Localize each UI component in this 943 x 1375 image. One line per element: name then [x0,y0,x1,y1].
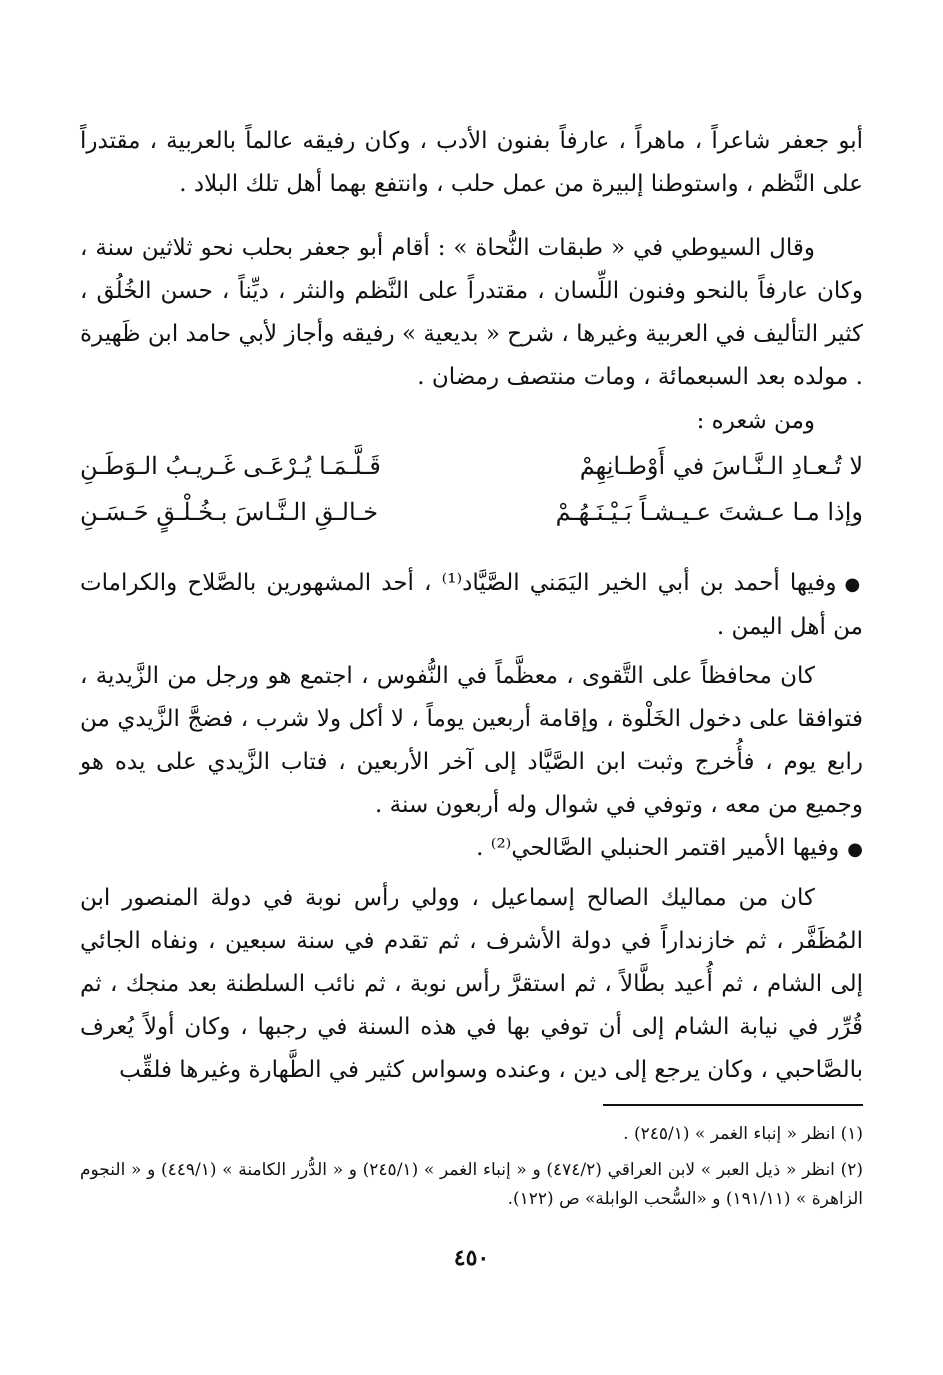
bullet-icon: ● [844,574,863,595]
paragraph-aqtamur-bio: كان من مماليك الصالح إسماعيل ، وولي رأس نوبة في دولة المنصور ابن المُظَفَّر ، ثم خازنداراً في دولة الأشرف ، ثم تقدم في سنة سبعين ، ونفاه الجائي إلى الشام ، ثم أُعيد بطَّالاً ، ثم استقرَّ رأس نوبة ، ثم نائب السلطنة بعد منجك ، ثم قُرِّر في نيابة الشام إلى أن توفي بها في هذه السنة في رجبها ، وكان أولاً يُعرف بالصَّاحبي ، وكان يرجع إلى دين ، وعنده وسواس كثير في الطَّهارة وغيرها فلقِّب [80,885,863,1083]
entry-ahmad-al-sayyad [80,562,863,649]
footnote-1: (١) انظر « إنباء الغمر » (٢٤٥/١) . [623,1124,863,1144]
footnote-divider [603,1104,863,1106]
footnote-2: (٢) انظر « ذيل العبر » لابن العراقي (٤٧٤/٢) و « إنباء الغمر » (٢٤٥/١) و « الدُّرر الكامنة » (٤٤٩/١) و « النجوم الزاهرة » (١٩١/١١) و «السُّحب الوابلة» ص (١٢٢). [80,1160,863,1209]
page-number: ٤٥٠ [453,1245,490,1271]
verse-1-first-hemistich: لا تُـعـادِ الـنَّـاسَ في أَوْطـانِهِمْ [579,452,863,480]
paragraph-1: أبو جعفر شاعراً ، ماهراً ، عارفاً بفنون الأدب ، وكان رفيقه عالماً بالعربية ، مقتدراً على النَّظم ، واستوطنا إلبيرة من عمل حلب ، وانتفع بهما أهل تلك البلاد . [80,128,863,197]
entry-aqtamur [80,827,863,871]
paragraph-ahmad-bio: كان محافظاً على التَّقوى ، معظَّماً في النُّفوس ، اجتمع هو ورجل من الزَّيدية ، فتوافقا على دخول الخَلْوة ، وإقامة أربعين يوماً ، لا أكل ولا شرب ، فضجَّ الزَّيدي من رابع يوم ، فأُخرج وثبت ابن الصَّيَّاد إلى آخر الأربعين ، فتاب الزَّيدي على يده هو وجميع من معه ، وتوفي في شوال وله أربعون سنة . [80,663,863,818]
verse-2-first-hemistich: وإذا مـا عـشتَ عـيـشـاً بَـيْـنَـهُـمْ [555,498,863,526]
verse-line-2 [80,498,863,538]
entry-aqtamur-text: وفيها الأمير اقتمر الحنبلي الصَّالحي⁽²⁾ . [476,835,840,861]
verse-2-second-hemistich: خـالـقِ الـنَّـاسَ بـخُـلْـقٍ حَـسَـنِ [80,498,379,526]
poetry-intro: ومن شعره : [696,408,815,434]
paragraph-2: وقال السيوطي في « طبقات النُّحاة » : أقام أبو جعفر بحلب نحو ثلاثين سنة ، وكان عارفاً بالنحو وفنون اللِّسان ، مقتدراً على النَّظم والنثر ، ديِّناً ، حسن الخُلُق ، كثير التأليف في العربية وغيرها ، شرح « بديعية » رفيقه وأجاز لأبي حامد ابن ظَهيرة . مولده بعد السبعمائة ، ومات منتصف رمضان . [80,235,863,390]
entry-ahmad-text: وفيها أحمد بن أبي الخير اليَمَني الصَّيَّاد⁽¹⁾ ، أحد المشهورين بالصَّلاح والكرامات من أهل اليمن . [80,570,863,640]
verse-1-second-hemistich: قَـلَّـمَـا يُـرْعَـى غَـريـبُ الـوَطَـنِ [80,452,381,480]
verse-line-1 [80,452,863,492]
bullet-icon: ● [847,839,863,860]
